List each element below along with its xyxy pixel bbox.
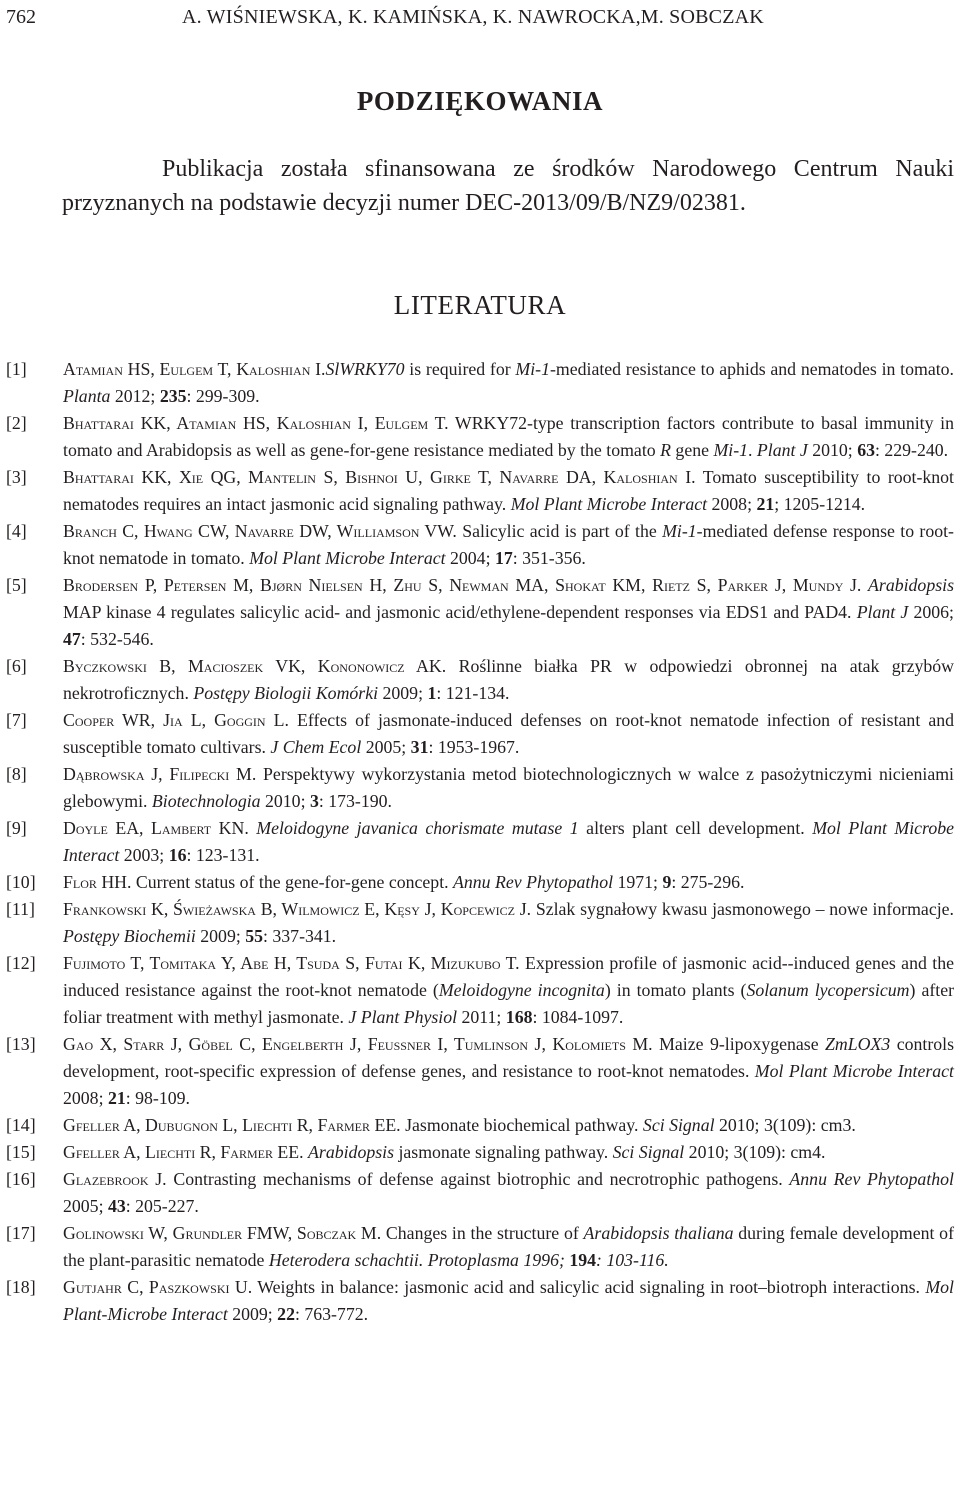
reference-item: [0, 356, 960, 410]
page-number: 762: [6, 6, 36, 28]
reference-segment: Mol Plant Microbe Interact: [63, 818, 954, 865]
reference-segment: 31: [410, 737, 429, 757]
reference-segment: Weights in balance: jasmonic acid and salicylic acid signaling in root–biotroph interactions.: [252, 1277, 926, 1297]
reference-segment: : 1953-1967.: [428, 737, 520, 757]
reference-item: [0, 815, 960, 869]
reference-segment: 2008;: [707, 494, 757, 514]
reference-authors: Gao X, Starr J, Göbel C, Engelberth J, Feussner I, Tumlinson J, Kolomiets M.: [63, 1034, 653, 1054]
reference-segment: 63: [857, 440, 875, 460]
reference-segment: 3: [309, 791, 319, 811]
reference-number: [5]: [6, 575, 27, 595]
reference-text: [63, 896, 954, 950]
reference-segment: 55: [245, 926, 264, 946]
reference-authors: Glazebrook J.: [63, 1169, 167, 1189]
reference-authors: Doyle EA, Lambert KN.: [63, 818, 249, 838]
reference-item: [0, 653, 960, 707]
reference-segment: Mi-1: [713, 440, 749, 460]
reference-segment: 2003;: [119, 845, 169, 865]
literature-heading: LITERATURA: [393, 290, 567, 320]
reference-segment: 168: [505, 1007, 533, 1027]
reference-segment: Arabidopsis: [308, 1142, 395, 1162]
reference-item: [0, 707, 960, 761]
reference-segment: 22: [277, 1304, 295, 1324]
reference-segment: Salicylic acid is part of the: [456, 521, 663, 541]
reference-text: [63, 869, 954, 896]
reference-segment: : 1084-1097.: [532, 1007, 624, 1027]
reference-segment: Arabidopsis: [868, 575, 954, 595]
reference-item: [0, 572, 960, 653]
reference-authors: Branch C, Hwang CW, Navarre DW, Williamson VW.: [63, 521, 457, 541]
reference-segment: Sci Signal: [612, 1142, 685, 1162]
reference-segment: controls development, root-specific expression of defense genes, and resistance to root-knot nematodes.: [63, 1034, 955, 1081]
reference-text: [63, 572, 954, 653]
reference-segment: WRKY72-type transcription factors contribute to basal immunity in tomato and Arabidopsis as well as gene-for-gene resistance mediated by the tomato: [63, 413, 954, 460]
reference-segment: Mol Plant Microbe Interact: [249, 548, 446, 568]
reference-authors: Frankowski K, Świeżawska B, Wilmowicz E, Kęsy J, Kopcewicz J.: [63, 899, 532, 919]
reference-segment: 2005;: [361, 737, 411, 757]
reference-segment: Tomato susceptibility to root-knot nematodes requires an intact jasmonic acid signaling pathway.: [63, 467, 955, 514]
reference-item: [0, 896, 960, 950]
reference-text: [63, 410, 954, 464]
reference-segment: Effects of jasmonate-induced defenses on root-knot nematode infection of resistant and susceptible tomato cultivars.: [63, 710, 954, 757]
reference-segment: ; 1205-1214.: [774, 494, 866, 514]
reference-item: [0, 1139, 960, 1166]
reference-text: [63, 518, 954, 572]
reference-segment: 47: [63, 629, 81, 649]
reference-segment: 43: [107, 1196, 126, 1216]
reference-authors: Flor HH.: [63, 872, 132, 892]
reference-item: [0, 1220, 960, 1274]
reference-authors: Gfeller A, Dubugnon L, Liechti R, Farmer EE.: [63, 1115, 401, 1135]
reference-authors: Atamian HS, Eulgem T, Kaloshian I.: [63, 359, 326, 379]
reference-authors: Byczkowski B, Macioszek VK, Kononowicz AK.: [63, 656, 447, 676]
reference-number: [6]: [6, 656, 27, 676]
reference-segment: Roślinne białka PR w odpowiedzi obronnej na atak grzybów nekrotroficznych.: [63, 656, 954, 703]
reference-segment: : 103-116.: [596, 1250, 669, 1270]
reference-number: [2]: [6, 413, 27, 433]
reference-text: [63, 653, 954, 707]
reference-segment: Mol Plant Microbe Interact: [754, 1061, 954, 1081]
reference-segment: : 121-134.: [436, 683, 510, 703]
reference-segment: : 173-190.: [318, 791, 392, 811]
reference-segment: 2012;: [110, 386, 160, 406]
reference-segment: Plant J: [756, 440, 808, 460]
reference-segment: Mol Plant Microbe Interact: [510, 494, 708, 514]
reference-text: [63, 1274, 954, 1328]
reference-segment: 2009;: [195, 926, 246, 946]
reference-segment: Maize 9-lipoxygenase: [652, 1034, 826, 1054]
reference-item: [0, 1031, 960, 1112]
reference-item: [0, 1112, 960, 1139]
reference-segment: 21: [756, 494, 775, 514]
reference-segment: 2009;: [227, 1304, 278, 1324]
reference-segment: 17: [494, 548, 513, 568]
reference-segment: : 98-109.: [125, 1088, 190, 1108]
reference-segment: Mol Plant-Microbe Interact: [63, 1277, 954, 1324]
reference-segment: Expression profile of jasmonic acid--induced genes and the induced resistance against the root-knot nematode (: [63, 953, 954, 1000]
reference-segment: : 351-356.: [512, 548, 586, 568]
reference-item: [0, 410, 960, 464]
reference-segment: 2005;: [63, 1196, 108, 1216]
reference-text: [63, 1031, 954, 1112]
reference-authors: Gutjahr C, Paszkowski U.: [63, 1277, 253, 1297]
reference-segment: ) after foliar treatment with methyl jasmonate.: [63, 980, 955, 1027]
reference-segment: : 275-296.: [671, 872, 745, 892]
reference-segment: 16: [168, 845, 187, 865]
reference-text: [63, 707, 954, 761]
reference-segment: during female development of the plant-parasitic nematode: [63, 1223, 954, 1270]
reference-segment: Meloidogyne javanica chorismate mutase 1: [256, 818, 579, 838]
reference-segment: : 299-309.: [186, 386, 260, 406]
reference-segment: ZmLOX3: [825, 1034, 891, 1054]
page-header: [6, 6, 960, 36]
reference-segment: 2008;: [63, 1088, 108, 1108]
reference-segment: R: [660, 440, 671, 460]
reference-segment: Meloidogyne incognita: [438, 980, 605, 1000]
acknowledgements-text: Publikacja została sfinansowana ze środków Narodowego Centrum Nauki przyznanych na podstawie decyzji numer DEC-2013/09/B/NZ9/02381.: [62, 156, 954, 216]
reference-number: [3]: [6, 467, 27, 487]
reference-text: [63, 815, 954, 869]
reference-authors: Gfeller A, Liechti R, Farmer EE.: [63, 1142, 304, 1162]
reference-text: [63, 1220, 954, 1274]
reference-item: [0, 1274, 960, 1328]
reference-segment: Annu Rev Phytopathol: [789, 1169, 954, 1189]
reference-text: [63, 1166, 954, 1220]
reference-segment: : 229-240.: [874, 440, 949, 460]
reference-segment: : 337-341.: [263, 926, 337, 946]
running-head-authors: A. WIŚNIEWSKA, K. KAMIŃSKA, K. NAWROCKA,M. SOBCZAK: [182, 6, 764, 28]
reference-number: [18]: [6, 1277, 36, 1297]
reference-number: [10]: [6, 872, 36, 892]
reference-segment: : 123-131.: [186, 845, 260, 865]
reference-item: [0, 518, 960, 572]
reference-authors: Dąbrowska J, Filipecki M.: [63, 764, 257, 784]
reference-segment: Postępy Biologii Komórki: [193, 683, 379, 703]
reference-segment: 2010; 3(109): cm3.: [714, 1115, 856, 1135]
reference-number: [14]: [6, 1115, 36, 1135]
reference-segment: Solanum lycopersicum: [746, 980, 910, 1000]
reference-number: [7]: [6, 710, 27, 730]
reference-segment: Szlak sygnałowy kwasu jasmonowego – nowe informacje.: [531, 899, 954, 919]
reference-segment: Biotechnologia: [151, 791, 261, 811]
reference-text: [63, 1139, 954, 1166]
reference-segment: 1: [427, 683, 437, 703]
reference-segment: Current status of the gene-for-gene concept.: [131, 872, 454, 892]
reference-segment: ) in tomato plants (: [604, 980, 747, 1000]
reference-segment: 235: [159, 386, 187, 406]
reference-segment: 2010;: [260, 791, 310, 811]
reference-segment: 2011;: [457, 1007, 506, 1027]
reference-segment: : 763-772.: [294, 1304, 369, 1324]
reference-segment: is required for: [404, 359, 516, 379]
reference-segment: 2010; 3(109): cm4.: [684, 1142, 826, 1162]
reference-text: [63, 464, 954, 518]
reference-segment: Planta: [63, 386, 111, 406]
reference-segment: Plant J: [856, 602, 909, 622]
reference-authors: Brodersen P, Petersen M, Bjørn Nielsen H, Zhu S, Newman MA, Shokat KM, Rietz S, Parker J, Mundy J.: [63, 575, 862, 595]
reference-list: [0, 356, 960, 1328]
reference-segment: Mi-1: [515, 359, 550, 379]
reference-segment: .: [748, 440, 757, 460]
reference-segment: -mediated defense response to root-knot nematode in tomato.: [63, 521, 954, 568]
reference-segment: 2009;: [378, 683, 428, 703]
reference-segment: 21: [107, 1088, 126, 1108]
reference-item: [0, 761, 960, 815]
reference-number: [8]: [6, 764, 27, 784]
reference-segment: jasmonate signaling pathway.: [394, 1142, 613, 1162]
reference-segment: Postępy Biochemii: [63, 926, 196, 946]
reference-segment: 9: [662, 872, 672, 892]
reference-segment: -mediated resistance to aphids and nematodes in tomato.: [549, 359, 955, 379]
reference-authors: Cooper WR, Jia L, Goggin L.: [63, 710, 289, 730]
reference-text: [63, 950, 954, 1031]
reference-number: [1]: [6, 359, 27, 379]
reference-segment: Jasmonate biochemical pathway.: [400, 1115, 643, 1135]
reference-number: [17]: [6, 1223, 36, 1243]
reference-segment: Annu Rev Phytopathol: [453, 872, 614, 892]
reference-segment: alters plant cell development.: [578, 818, 813, 838]
reference-number: [11]: [6, 899, 35, 919]
reference-segment: Mi-1: [662, 521, 697, 541]
reference-segment: J Plant Physiol: [348, 1007, 458, 1027]
reference-authors: Bhattarai KK, Xie QG, Mantelin S, Bishnoi U, Girke T, Navarre DA, Kaloshian I.: [63, 467, 696, 487]
reference-segment: 2006;: [908, 602, 954, 622]
reference-segment: SlWRKY70: [325, 359, 405, 379]
reference-item: [0, 1166, 960, 1220]
reference-number: [13]: [6, 1034, 36, 1054]
reference-segment: 2004;: [445, 548, 495, 568]
reference-segment: Heterodera schachtii. Protoplasma 1996;: [268, 1250, 570, 1270]
reference-segment: Changes in the structure of: [381, 1223, 584, 1243]
reference-authors: Fujimoto T, Tomitaka Y, Abe H, Tsuda S, Futai K, Mizukubo T.: [63, 953, 520, 973]
reference-number: [9]: [6, 818, 27, 838]
reference-number: [16]: [6, 1169, 36, 1189]
reference-item: [0, 464, 960, 518]
reference-text: [63, 1112, 954, 1139]
reference-text: [63, 356, 954, 410]
reference-authors: Bhattarai KK, Atamian HS, Kaloshian I, Eulgem T.: [63, 413, 449, 433]
reference-segment: J Chem Ecol: [270, 737, 362, 757]
reference-segment: 1971;: [613, 872, 663, 892]
reference-number: [4]: [6, 521, 27, 541]
reference-segment: Arabidopsis thaliana: [583, 1223, 734, 1243]
acknowledgements-heading: PODZIĘKOWANIA: [356, 86, 604, 116]
reference-number: [15]: [6, 1142, 36, 1162]
reference-segment: 194: [569, 1250, 596, 1270]
reference-segment: Contrasting mechanisms of defense against biotrophic and necrotrophic pathogens.: [166, 1169, 790, 1189]
reference-item: [0, 950, 960, 1031]
reference-authors: Golinowski W, Grundler FMW, Sobczak M.: [63, 1223, 382, 1243]
reference-segment: 2010;: [807, 440, 858, 460]
reference-segment: : 532-546.: [80, 629, 154, 649]
reference-segment: MAP kinase 4 regulates salicylic acid- and jasmonic acid/ethylene-dependent responses via EDS1 and PAD4.: [63, 602, 857, 622]
reference-segment: Sci Signal: [642, 1115, 715, 1135]
reference-item: [0, 869, 960, 896]
reference-segment: : 205-227.: [125, 1196, 199, 1216]
reference-text: [63, 761, 954, 815]
reference-segment: Perspektywy wykorzystania metod biotechnologicznych w walce z pasożytniczymi nicieniami glebowymi.: [63, 764, 954, 811]
reference-number: [12]: [6, 953, 36, 973]
reference-segment: gene: [670, 440, 714, 460]
